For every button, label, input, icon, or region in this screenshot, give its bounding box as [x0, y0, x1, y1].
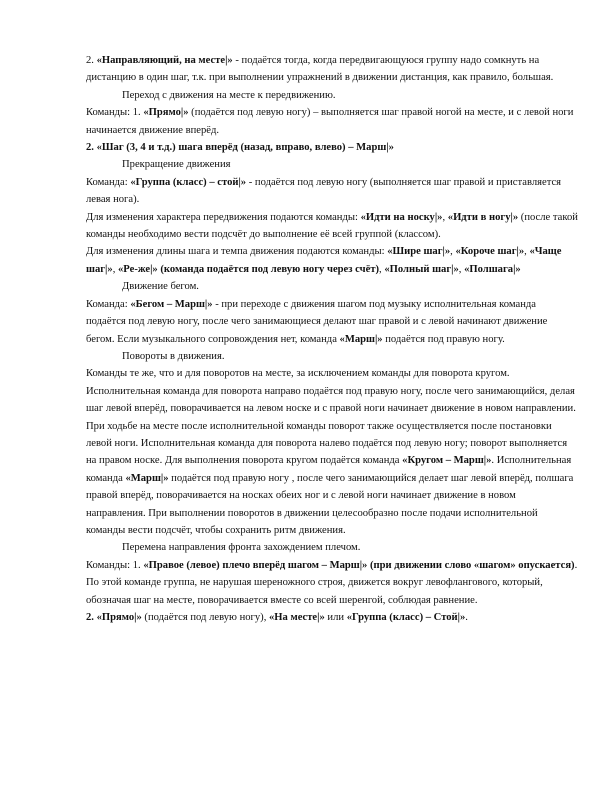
paragraph-movement-character: [86, 209, 578, 244]
command-text: «Идти на носку|»: [360, 211, 443, 223]
section-heading-stop: Прекращение движения: [122, 159, 231, 171]
command-text: «Марш|»: [339, 333, 383, 345]
section-heading-start-moving: Переход с движения на месте к передвижению.: [122, 89, 336, 101]
section-heading-front-change: Перемена направления фронта захождением плечом.: [122, 542, 361, 554]
paragraph-final-commands: [86, 609, 578, 626]
paragraph-text: Для изменения характера передвижения подаются команды:: [86, 211, 361, 223]
section-heading-run: Движение бегом.: [122, 281, 199, 293]
document-body: [86, 52, 578, 626]
separator-text: ,: [524, 246, 530, 258]
paragraph-text: или: [324, 612, 347, 623]
list-number: 2.: [86, 55, 97, 66]
paragraph-text: (подаётся под левую ногу) – выполняется шаг правой ногой на месте, и с левой ноги начинается движение вперёд.: [86, 107, 574, 136]
paragraph-text: (после такой команды необходимо вести подсчёт до выполнение её всей группой (классом).: [86, 211, 578, 241]
separator-text: ,: [442, 211, 448, 223]
paragraph-turns: [86, 365, 578, 539]
separator-text: ,: [112, 263, 118, 275]
command-text: «Группа (класс) – Стой|»: [346, 612, 466, 623]
paragraph-text: (подаётся под левую ногу),: [141, 612, 269, 623]
paragraph-text: Команда:: [86, 298, 131, 310]
paragraph-run-command: [86, 296, 578, 348]
command-text: «Шире шаг|»: [387, 246, 451, 258]
separator-text: ,: [450, 246, 456, 258]
command-text: «На месте|»: [269, 612, 325, 623]
command-text: «Полный шаг|»: [384, 263, 459, 275]
separator-text: ,: [379, 263, 385, 275]
paragraph-text: Команды те же, что и для поворотов на месте, за исключением команды для поворота кругом. Исполнительная команда для поворота направо подаётся под правую ногу, после чего занимающийся, делая шаг левой вперёд, поворачивается на левом носке и с правой ноги начинает движение в новом направлении. При ходьбе на месте после исполнительной команды поворот также осуществляется после постановки левой ноги. Исполнительная команда для поворота налево подаётся под левую ногу; поворот выполняется на правом носке. Для выполнения поворота кругом подаётся команда: [86, 368, 576, 467]
command-text: «Кругом – Марш|»: [402, 455, 492, 467]
command-text: «Бегом – Марш|»: [130, 298, 213, 310]
command-text: «Короче шаг|»: [455, 246, 525, 258]
command-text: 2. «Прямо|»: [86, 612, 142, 623]
paragraph-text: - подаётся под левую ногу (выполняется шаг правой и приставляется левая нога).: [86, 176, 562, 206]
paragraph-text: подаётся под правую ногу.: [382, 333, 505, 345]
paragraph-text: . По этой команде группа, не нарушая шереножного строя, движется вокруг левофлангового, который, обозначая шаг на месте, поворачивается вместе со всей шеренгой, соблюдая равнение.: [86, 559, 578, 606]
paragraph-text: Для изменения длины шага и темпа движения подаются команды:: [86, 246, 388, 258]
command-text: «Полшага|»: [464, 263, 521, 275]
command-text: 2. «Шаг (3, 4 и т.д.) шага вперёд (назад, вправо, влево) – Марш|»: [86, 142, 394, 154]
paragraph-forward-command: [86, 104, 578, 139]
paragraph-text: Команды: 1.: [86, 107, 144, 119]
paragraph-text: - при переходе с движения шагом под музыку исполнительная команда подаётся под левую ногу, после чего занимающиеся делают шаг правой и с левой начинают движение бегом. Если музыкального сопровождения нет, команда: [86, 298, 548, 345]
command-text: «Марш|»: [125, 472, 169, 484]
paragraph-text: Команды: 1.: [86, 559, 144, 571]
paragraph-close-up-command: [86, 52, 578, 87]
command-text: «Прямо|»: [143, 107, 189, 119]
command-text: «Правое (левое) плечо вперёд шагом – Марш|» (при движении слово «шагом» опускается): [143, 559, 575, 571]
paragraph-text: Команда:: [86, 176, 131, 188]
paragraph-shoulder-command: [86, 557, 578, 609]
paragraph-text: . Исполнительная команда: [86, 455, 572, 484]
command-text: «Направляющий, на месте|»: [96, 55, 233, 66]
paragraph-text: .: [465, 612, 468, 623]
command-text: «Чаще шаг|»: [86, 246, 562, 275]
command-text: «Идти в ногу|»: [447, 211, 519, 223]
paragraph-step-length: [86, 243, 578, 278]
command-text: «Группа (класс) – стой|»: [130, 176, 247, 188]
paragraph-stop-command: [86, 174, 578, 209]
section-heading-turns: Повороты в движения.: [122, 350, 225, 362]
command-text: «Ре-же|» (команда подаётся под левую ногу через счёт): [117, 263, 380, 275]
paragraph-text: подаётся под правую ногу , после чего занимающийся делает шаг левой вперёд, полшага правой вперёд, поворачивается на носках обеих ног и с левой ноги начинает движение в новом направления. При выполнении поворотов в движении целесообразно после подачи исполнительной команды вести подсчёт, чтобы сохранить ритм движения.: [86, 472, 574, 536]
paragraph-text: - подаётся тогда, когда передвигающуюся группу надо сомкнуть на дистанцию в один шаг, т.к. при выполнении упражнений в движении дистанция, как правило, большая.: [86, 55, 554, 84]
separator-text: ,: [458, 263, 465, 275]
paragraph-steps-command: [86, 139, 578, 156]
